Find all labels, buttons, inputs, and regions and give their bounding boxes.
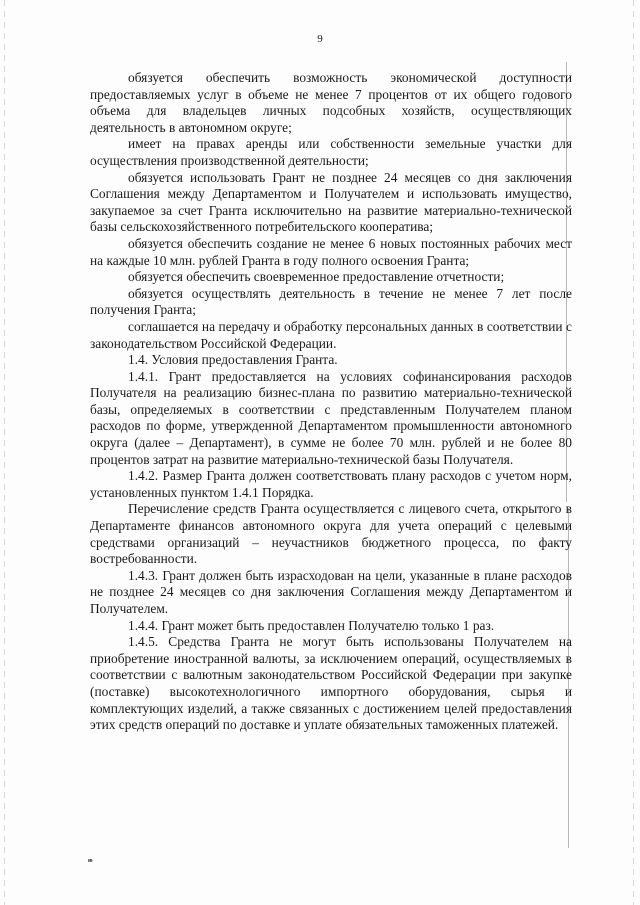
paragraph: обязуется обеспечить создание не менее 6 новых постоянных рабочих мест на каждые 10 млн. рублей Гранта в году полного освоения Гранта;	[90, 235, 572, 268]
footer-mark: ю	[88, 858, 94, 864]
body-text	[90, 70, 572, 734]
paragraph: 1.4.4. Грант может быть предоставлен Получателю только 1 раз.	[128, 617, 495, 633]
paragraph: Перечисление средств Гранта осуществляется с лицевого счета, открытого в Департаменте финансов автономного округа для учета операций с целевыми средствами организаций – неучастников бюджетного процесса, по факту востребованности.	[90, 501, 572, 567]
paragraph: 1.4.1. Грант предоставляется на условиях софинансирования расходов Получателя на реализацию бизнес-плана по развитию материально-технической базы, определяемых в соответствии с представленным Получателем планом расходов по форме, утвержденной Департаментом промышленности автономного округа (далее – Департамент), в сумме не более 70 млн. рублей и не более 80 процентов затрат на развитие материально-технической базы Получателя.	[90, 368, 572, 467]
paragraph: имеет на правах аренды или собственности земельные участки для осуществления производственной деятельности;	[90, 136, 572, 168]
paragraph: 1.4.5. Средства Гранта не могут быть использованы Получателем на приобретение иностранной валюты, за исключением операций, осуществляемых в соответствии с валютным законодательством Российской Федерации при закупке (поставке) высокотехнологичного импортного оборудования, сырья и комплектующих изделий, а также связанных с достижением целей предоставления этих средств операций по доставке и уплате обязательных таможенных платежей.	[90, 634, 572, 733]
section-heading: 1.4. Условия предоставления Гранта.	[128, 352, 338, 368]
paragraph: обязуется обеспечить своевременное предоставление отчетности;	[128, 269, 505, 285]
page-number: 9	[317, 33, 323, 45]
scan-edge-right	[633, 0, 634, 905]
paragraph: 1.4.3. Грант должен быть израсходован на цели, указанные в плане расходов не позднее 24 месяцев со дня заключения Соглашения между Департаментом и Получателем.	[90, 567, 572, 616]
scan-edge-left	[4, 0, 5, 905]
paragraph: соглашается на передачу и обработку персональных данных в соответствии с законодательством Российской Федерации.	[90, 318, 572, 351]
paragraph: обязуется обеспечить возможность экономической доступности предоставляемых услуг в объеме не менее 7 процентов от их общего годового объема для владельцев личных подсобных хозяйств, осуществляющих деятельность в автономном округе;	[90, 70, 572, 135]
paragraph: обязуется использовать Грант не позднее 24 месяцев со дня заключения Соглашения между Департаментом и Получателем и использовать имущество, закупаемое за счет Гранта исключительно на развитие материально-технической базы сельскохозяйственного потребительского кооператива;	[90, 169, 572, 235]
paragraph: 1.4.2. Размер Гранта должен соответствовать плану расходов с учетом норм, установленных пунктом 1.4.1 Порядка.	[90, 468, 572, 500]
paragraph: обязуется осуществлять деятельность в течение не менее 7 лет после получения Гранта;	[90, 285, 572, 318]
